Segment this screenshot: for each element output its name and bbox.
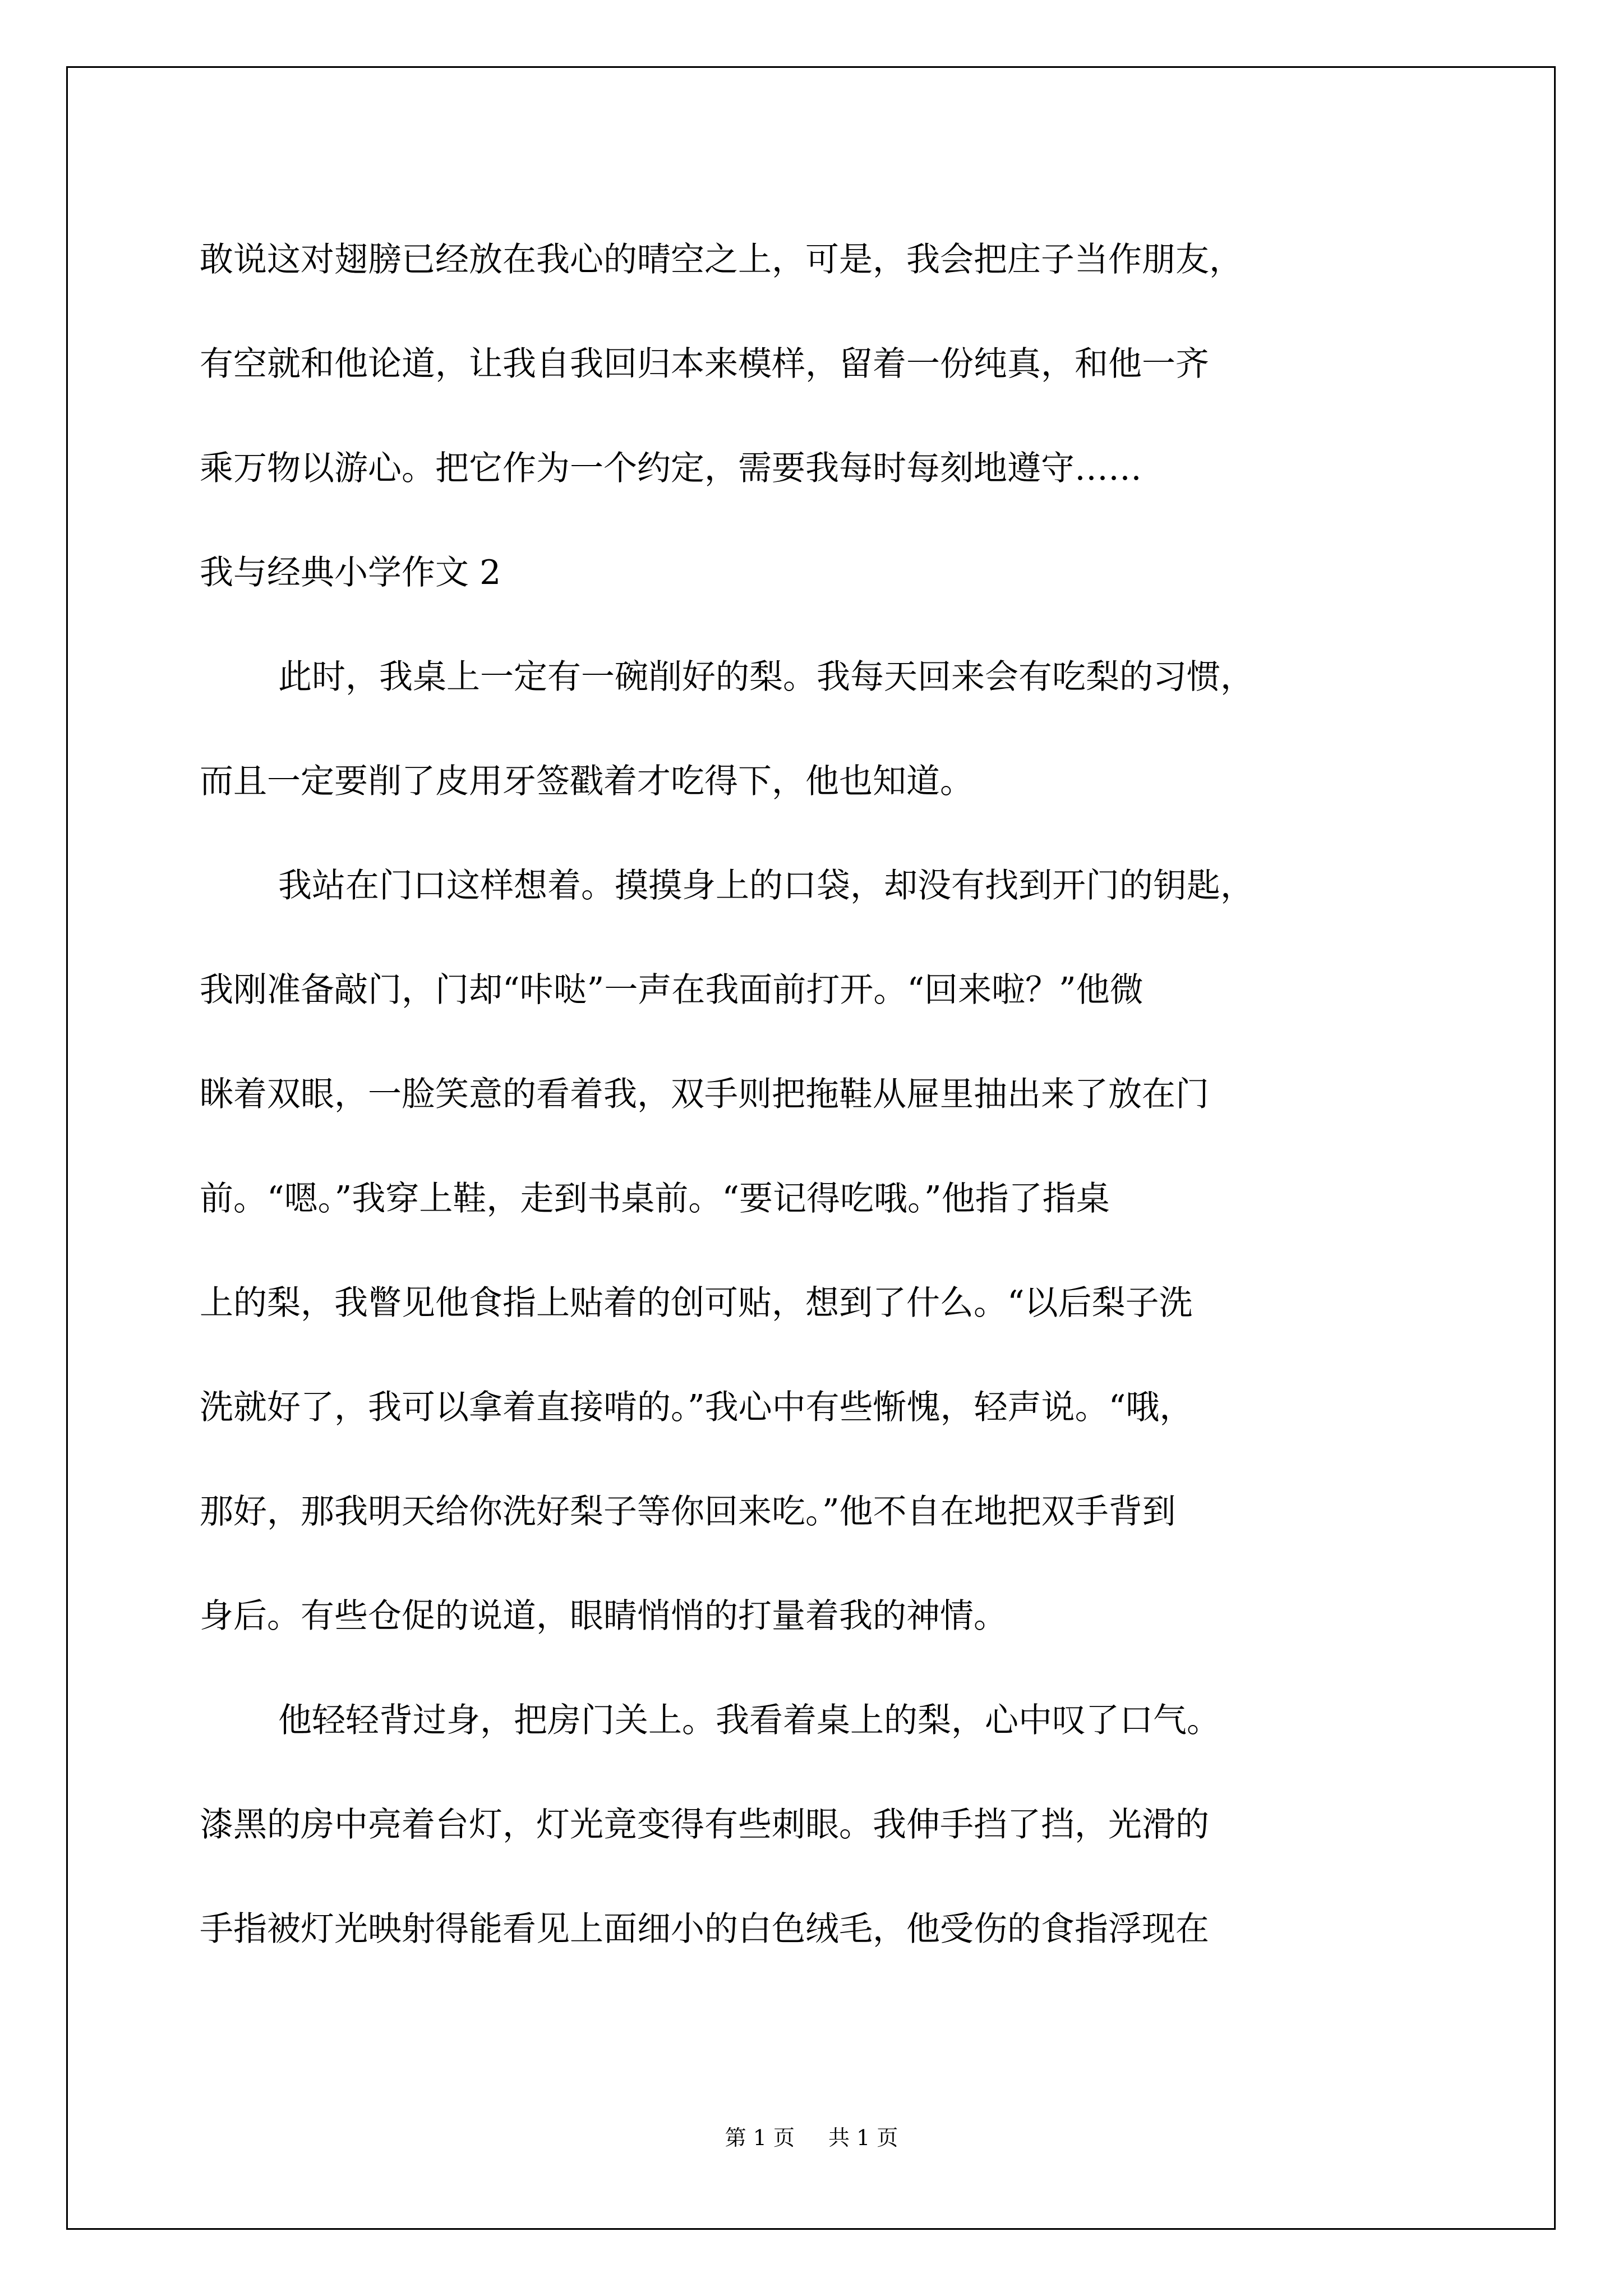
text-line: 此时，我桌上一定有一碗削好的梨。我每天回来会有吃梨的习惯，	[278, 657, 1254, 697]
text-line: 而且一定要削了皮用牙签戳着才吃得下，他也知道。	[200, 762, 974, 801]
text-line: 洗就好了，我可以拿着直接啃的。”我心中有些惭愧，轻声说。“哦，	[200, 1388, 1193, 1427]
paragraph-4	[200, 1668, 1433, 1981]
text-line: 我站在门口这样想着。摸摸身上的口袋，却没有找到开门的钥匙，	[278, 866, 1254, 905]
text-line: 他轻轻背过身，把房门关上。我看着桌上的梨，心中叹了口气。	[278, 1701, 1220, 1740]
paragraph-2	[200, 625, 1433, 834]
paragraph-3	[200, 834, 1433, 1668]
text-line: 手指被灯光映射得能看见上面细小的白色绒毛，他受伤的食指浮现在	[200, 1910, 1209, 1949]
page-footer	[0, 2120, 1623, 2151]
text-line: 漆黑的房中亮着台灯，灯光竟变得有些刺眼。我伸手挡了挡，光滑的	[200, 1805, 1209, 1844]
paragraph-1	[200, 208, 1433, 521]
page-total: 共 1 页	[828, 2125, 898, 2150]
text-line: 眯着双眼，一脸笑意的看着我，双手则把拖鞋从屉里抽出来了放在门	[200, 1075, 1209, 1114]
document-body	[200, 208, 1433, 1981]
text-line: 身后。有些仓促的说道，眼睛悄悄的打量着我的神情。	[200, 1596, 1007, 1636]
text-line: 有空就和他论道，让我自我回归本来模样，留着一份纯真，和他一齐	[200, 344, 1209, 384]
text-line: 我刚准备敲门，门却“咔哒”一声在我面前打开。“回来啦？”他微	[200, 970, 1144, 1010]
page-number: 第 1 页	[725, 2125, 795, 2150]
text-line: 乘万物以游心。把它作为一个约定，需要我每时每刻地遵守……	[200, 449, 1142, 488]
section-heading: 我与经典小学作文 2	[200, 553, 501, 592]
text-line: 敢说这对翅膀已经放在我心的晴空之上，可是，我会把庄子当作朋友，	[200, 240, 1243, 279]
text-line: 那好，那我明天给你洗好梨子等你回来吃。”他不自在地把双手背到	[200, 1492, 1176, 1531]
text-line: 前。“嗯。”我穿上鞋，走到书桌前。“要记得吃哦。”他指了指桌	[200, 1179, 1110, 1218]
text-line: 上的梨，我瞥见他食指上贴着的创可贴，想到了什么。“以后梨子洗	[200, 1283, 1193, 1323]
